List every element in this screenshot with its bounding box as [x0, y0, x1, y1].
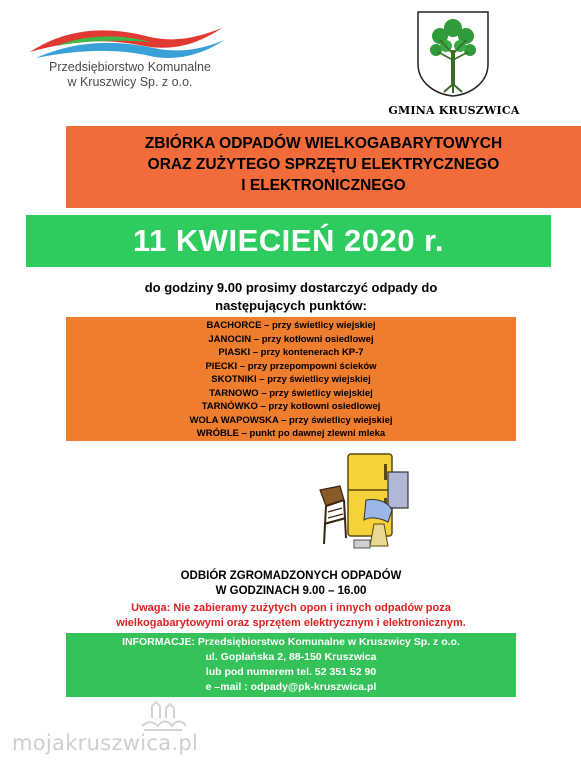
- collection-points-box: [66, 317, 516, 441]
- headline-line: I ELEKTRONICZNEGO: [241, 177, 406, 194]
- info-email[interactable]: e –mail : odpady@pk-kruszwica.pl: [205, 681, 377, 693]
- company-name-line2: w Kruszwicy Sp. z o.o.: [67, 75, 193, 89]
- collection-point: BACHORCE – przy świetlicy wiejskiej: [206, 320, 376, 331]
- intro-line: następujących punktów:: [215, 298, 367, 313]
- collection-time-text: [66, 569, 516, 599]
- watermark-logo-icon: [138, 700, 188, 732]
- collection-point: WRÓBLE – punkt po dawnej zlewni mleka: [196, 428, 386, 439]
- collection-point: SKOTNIKI – przy świetlicy wiejskiej: [211, 374, 371, 385]
- headline-line: ZBIÓRKA ODPADÓW WIELKOGABARYTOWYCH: [144, 135, 503, 152]
- company-name: [30, 60, 230, 90]
- intro-line: do godziny 9.00 prosimy dostarczyć odpady do: [144, 280, 438, 295]
- bulky-waste-illustration-icon: [318, 452, 410, 552]
- headline-line: ORAZ ZUŻYTEGO SPRZĘTU ELEKTRYCZNEGO: [147, 156, 500, 173]
- collection-line: W GODZINACH 9.00 – 16.00: [215, 585, 367, 597]
- collection-point: TARNOWO – przy świetlicy wiejskiej: [209, 387, 373, 399]
- company-logo: [26, 22, 226, 102]
- collection-point: TARNÓWKO – przy kotłowni osiedlowej: [201, 401, 381, 412]
- collection-point: PIASKI – przy kontenerach KP-7: [218, 347, 364, 358]
- warning-line: Uwaga: Nie zabieramy zużytych opon i innych odpadów poza: [131, 602, 451, 614]
- intro-text: [66, 279, 516, 315]
- gmina-label: GMINA KRUSZWICA: [388, 104, 520, 117]
- collection-point: PIECKI – przy przepompowni ścieków: [205, 360, 377, 372]
- wave-logo-icon: [26, 22, 226, 62]
- company-name-line1: Przedsiębiorstwo Komunalne: [49, 60, 211, 74]
- warning-text: [66, 601, 516, 631]
- headline-box: [66, 126, 581, 208]
- info-line: INFORMACJE: Przedsiębiorstwo Komunalne w Kruszwicy Sp. z o.o.: [122, 636, 460, 648]
- collection-point: WOLA WAPOWSKA – przy świetlicy wiejskiej: [189, 414, 393, 426]
- info-box: [66, 633, 516, 697]
- info-phone: lub pod numerem tel. 52 351 52 90: [205, 666, 377, 678]
- warning-line: wielkogabarytowymi oraz sprzętem elektrycznym i elektronicznym.: [116, 617, 466, 629]
- collection-point: JANOCIN – przy kotłowni osiedlowej: [208, 333, 374, 345]
- gmina-crest-icon: [416, 10, 490, 98]
- info-address: ul. Goplańska 2, 88-150 Kruszwica: [205, 651, 377, 663]
- watermark-text: mojakruszwica.pl: [12, 731, 199, 755]
- collection-line: ODBIÓR ZGROMADZONYCH ODPADÓW: [180, 570, 402, 582]
- event-date: 11 KWIECIEŃ 2020 r.: [26, 215, 551, 267]
